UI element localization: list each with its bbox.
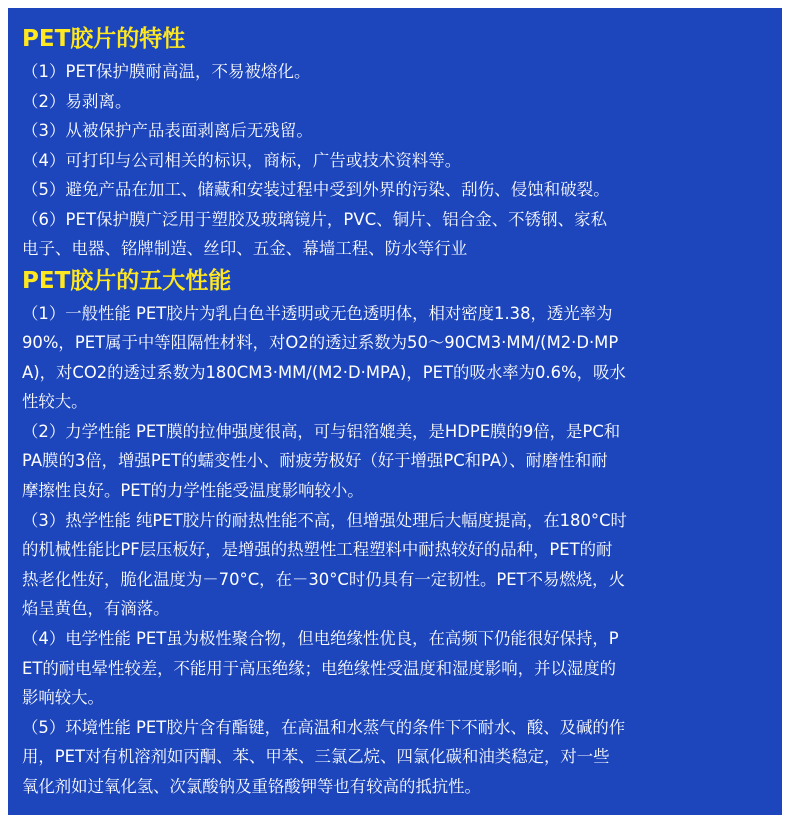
text-line: （2）力学性能 PET膜的拉伸强度很高，可与铝箔媲美，是HDPE膜的9倍，是PC和 [22,421,621,441]
text-line: （5）环境性能 PET胶片含有酯键，在高温和水蒸气的条件下不耐水、酸、及碱的作 [22,717,626,737]
section-title-performance: PET胶片的五大性能 [22,267,232,294]
text-line: （4）电学性能 PET虽为极性聚合物，但电绝缘性优良，在高频下仍能很好保持，P [22,629,619,649]
text-line: 的机械性能比PF层压板好，是增强的热塑性工程塑料中耐热较好的品种，PET的耐 [22,540,613,560]
text-line: 摩擦性良好。PET的力学性能受温度影响较小。 [22,481,364,501]
text-line: 氧化剂如过氧化氢、次氯酸钠及重铬酸钾等也有较高的抵抗性。 [22,777,481,796]
list-item: （5）避免产品在加工、储藏和安装过程中受到外界的污染、刮伤、侵蚀和破裂。 [22,180,610,199]
text-line: 影响较大。 [22,688,104,708]
list-item: （1）PET保护膜耐高温，不易被熔化。 [22,62,311,81]
text-line: 焰呈黄色，有滴落。 [22,599,170,619]
characteristics-list [22,57,782,264]
list-item: 电子、电器、铭牌制造、丝印、五金、幕墙工程、防水等行业 [22,239,468,258]
performance-list [22,299,782,802]
text-line: 性较大。 [22,392,88,412]
text-line: PA膜的3倍，增强PET的蠕变性小、耐疲劳极好（好于增强PC和PA）、耐磨性和耐 [22,451,608,471]
text-line: 用，PET对有机溶剂如丙酮、苯、甲苯、三氯乙烷、四氯化碳和油类稳定，对一些 [22,747,610,767]
section-title-characteristics: PET胶片的特性 [22,26,186,52]
list-item: （2）易剥离。 [22,91,132,111]
list-item: （6）PET保护膜广泛用于塑胶及玻璃镜片，PVC、铜片、铝合金、不锈钢、家私 [22,209,608,229]
list-item: （4）可打印与公司相关的标识，商标，广告或技术资料等。 [22,150,462,170]
text-line: （3）热学性能 纯PET胶片的耐热性能不高，但增强处理后大幅度提高，在180°C时 [22,510,627,530]
text-line: （1）一般性能 PET胶片为乳白色半透明或无色透明体，相对密度1.38，透光率为 [22,303,613,323]
text-line: ET的耐电晕性较差，不能用于高压绝缘；电绝缘性受温度和湿度影响，并以湿度的 [22,658,617,678]
text-line: 热老化性好，脆化温度为－70°C，在－30°C时仍具有一定韧性。PET不易燃烧，火 [22,569,625,589]
text-line: 90%，PET属于中等阻隔性材料，对O2的透过系数为50～90CM3·MM/(M2·D·MP [22,333,619,353]
text-line: A)，对CO2的透过系数为180CM3·MM/(M2·D·MPA)，PET的吸水率为0.6%，吸水 [22,362,626,382]
list-item: （3）从被保护产品表面剥离后无残留。 [22,121,313,140]
content-panel [8,8,782,815]
